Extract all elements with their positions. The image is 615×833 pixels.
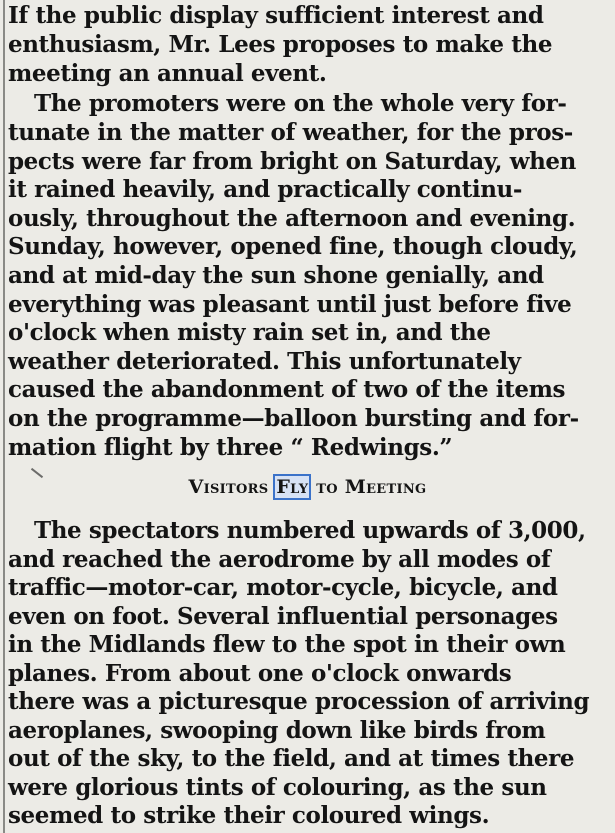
text-line: tunate in the matter of weather, for the pros- xyxy=(8,119,573,146)
text-line: enthusiasm, Mr. Lees proposes to make the xyxy=(8,31,553,58)
text-line: even on foot. Several influential personages xyxy=(8,603,558,630)
text-line: traffic—motor-car, motor-cycle, bicycle, and xyxy=(8,574,558,601)
text-line: ously, throughout the afternoon and evening. xyxy=(8,205,576,232)
heading-text-end: to Meeting xyxy=(309,476,427,498)
section-heading xyxy=(0,476,615,498)
text-line: The spectators numbered upwards of 3,000, xyxy=(34,517,586,544)
text-line: weather deteriorated. This unfortunately xyxy=(8,348,521,375)
text-line: were glorious tints of colouring, as the sun xyxy=(8,774,547,801)
column-rule xyxy=(3,0,5,833)
text-line: meeting an annual event. xyxy=(8,60,327,87)
text-line: everything was pleasant until just before five xyxy=(8,291,572,318)
text-line: o'clock when misty rain set in, and the xyxy=(8,319,491,346)
text-line: mation flight by three “ Redwings.” xyxy=(8,434,453,461)
text-line: pects were far from bright on Saturday, when xyxy=(8,148,576,175)
text-line: it rained heavily, and practically continu- xyxy=(8,176,523,203)
text-line: on the programme—balloon bursting and for- xyxy=(8,405,579,432)
text-line: and reached the aerodrome by all modes of xyxy=(8,546,551,573)
highlighted-word[interactable]: Fly xyxy=(276,476,309,498)
text-line: out of the sky, to the field, and at times there xyxy=(8,745,575,772)
text-line: aeroplanes, swooping down like birds from xyxy=(8,717,546,744)
text-line: The promoters were on the whole very for- xyxy=(34,90,567,117)
text-line: and at mid-day the sun shone genially, and xyxy=(8,262,544,289)
text-line: Sunday, however, opened fine, though cloudy, xyxy=(8,233,578,260)
text-line: there was a picturesque procession of arriving xyxy=(8,688,590,715)
text-line: planes. From about one o'clock onwards xyxy=(8,660,512,687)
text-line: seemed to strike their coloured wings. xyxy=(8,802,490,829)
text-line: caused the abandonment of two of the items xyxy=(8,376,566,403)
text-line: in the Midlands flew to the spot in their own xyxy=(8,631,566,658)
text-line: If the public display sufficient interest and xyxy=(8,2,544,29)
heading-text-start: Visitors xyxy=(188,476,276,498)
